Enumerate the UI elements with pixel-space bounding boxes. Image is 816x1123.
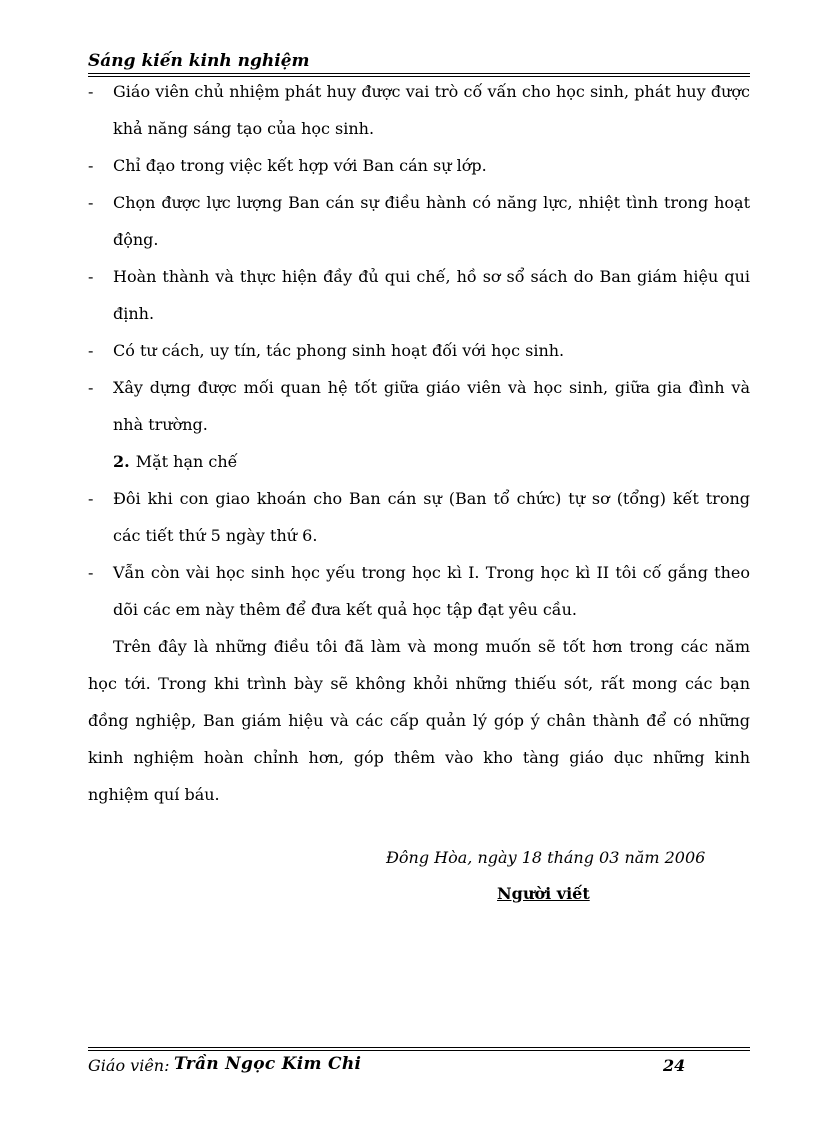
list-item: - Đôi khi con giao khoán cho Ban cán sự (Ban tổ chức) tự sơ (tổng) kết trong các tiết thứ 5 ngày thứ 6. <box>88 489 750 545</box>
list-item-text: Có tư cách, uy tín, tác phong sinh hoạt đối với học sinh. <box>113 341 565 360</box>
list-item: - Vẫn còn vài học sinh học yếu trong học kì I. Trong học kì II tôi cố gắng theo dõi các em này thêm để đưa kết quả học tập đạt yêu cầu. <box>88 563 750 619</box>
list-item-text: Chọn được lực lượng Ban cán sự điều hành có năng lực, nhiệt tình trong hoạt động. <box>113 193 750 249</box>
footer-label: Giáo viên: <box>88 1056 170 1075</box>
list-item-text: Vẫn còn vài học sinh học yếu trong học kì I. Trong học kì II tôi cố gắng theo dõi các em này thêm để đưa kết quả học tập đạt yêu cầu. <box>113 563 750 619</box>
page-number: 24 <box>663 1056 686 1075</box>
list-item-text: Xây dựng được mối quan hệ tốt giữa giáo viên và học sinh, giữa gia đình và nhà trường. <box>113 378 750 434</box>
list-item: - Giáo viên chủ nhiệm phát huy được vai trò cố vấn cho học sinh, phát huy được khả năng sáng tạo của học sinh. <box>88 82 750 138</box>
footer-author-name: Trần Ngọc Kim Chi <box>174 1054 362 1074</box>
document-footer <box>88 1056 750 1082</box>
list-item: - Có tư cách, uy tín, tác phong sinh hoạt đối với học sinh. <box>88 341 565 360</box>
list-item-text: Đôi khi con giao khoán cho Ban cán sự (Ban tổ chức) tự sơ (tổng) kết trong các tiết thứ 5 ngày thứ 6. <box>113 489 750 545</box>
footer-rule <box>88 1047 750 1048</box>
section-number: 2. <box>113 452 130 471</box>
list-item-text: Hoàn thành và thực hiện đầy đủ qui chế, hồ sơ sổ sách do Ban giám hiệu qui định. <box>113 267 750 323</box>
signature-date: Đông Hòa, ngày 18 tháng 03 năm 2006 <box>386 848 706 867</box>
list-item: - Chỉ đạo trong việc kết hợp với Ban cán sự lớp. <box>88 156 487 175</box>
list-item-text: Giáo viên chủ nhiệm phát huy được vai trò cố vấn cho học sinh, phát huy được khả năng sáng tạo của học sinh. <box>113 82 750 138</box>
conclusion-paragraph: Trên đây là những điều tôi đã làm và mong muốn sẽ tốt hơn trong các năm học tới. Trong khi trình bày sẽ không khỏi những thiếu sót, rất mong các bạn đồng nghiệp, Ban giám hiệu và các cấp quản lý góp ý chân thành để có những kinh nghiệm hoàn chỉnh hơn, góp thêm vào kho tàng giáo dục những kinh nghiệm quí báu. <box>88 637 750 804</box>
section-heading <box>88 443 750 480</box>
document-body <box>88 73 750 813</box>
signature-role: Người viết <box>497 884 590 903</box>
footer-rule-double <box>88 1050 750 1051</box>
section-title: Mặt hạn chế <box>135 452 238 471</box>
list-item: - Hoàn thành và thực hiện đầy đủ qui chế, hồ sơ sổ sách do Ban giám hiệu qui định. <box>88 267 750 323</box>
list-item: - Xây dựng được mối quan hệ tốt giữa giáo viên và học sinh, giữa gia đình và nhà trường. <box>88 378 750 434</box>
list-item-text: Chỉ đạo trong việc kết hợp với Ban cán sự lớp. <box>113 156 487 175</box>
document-header-title: Sáng kiến kinh nghiệm <box>88 51 310 71</box>
list-item: - Chọn được lực lượng Ban cán sự điều hành có năng lực, nhiệt tình trong hoạt động. <box>88 193 750 249</box>
